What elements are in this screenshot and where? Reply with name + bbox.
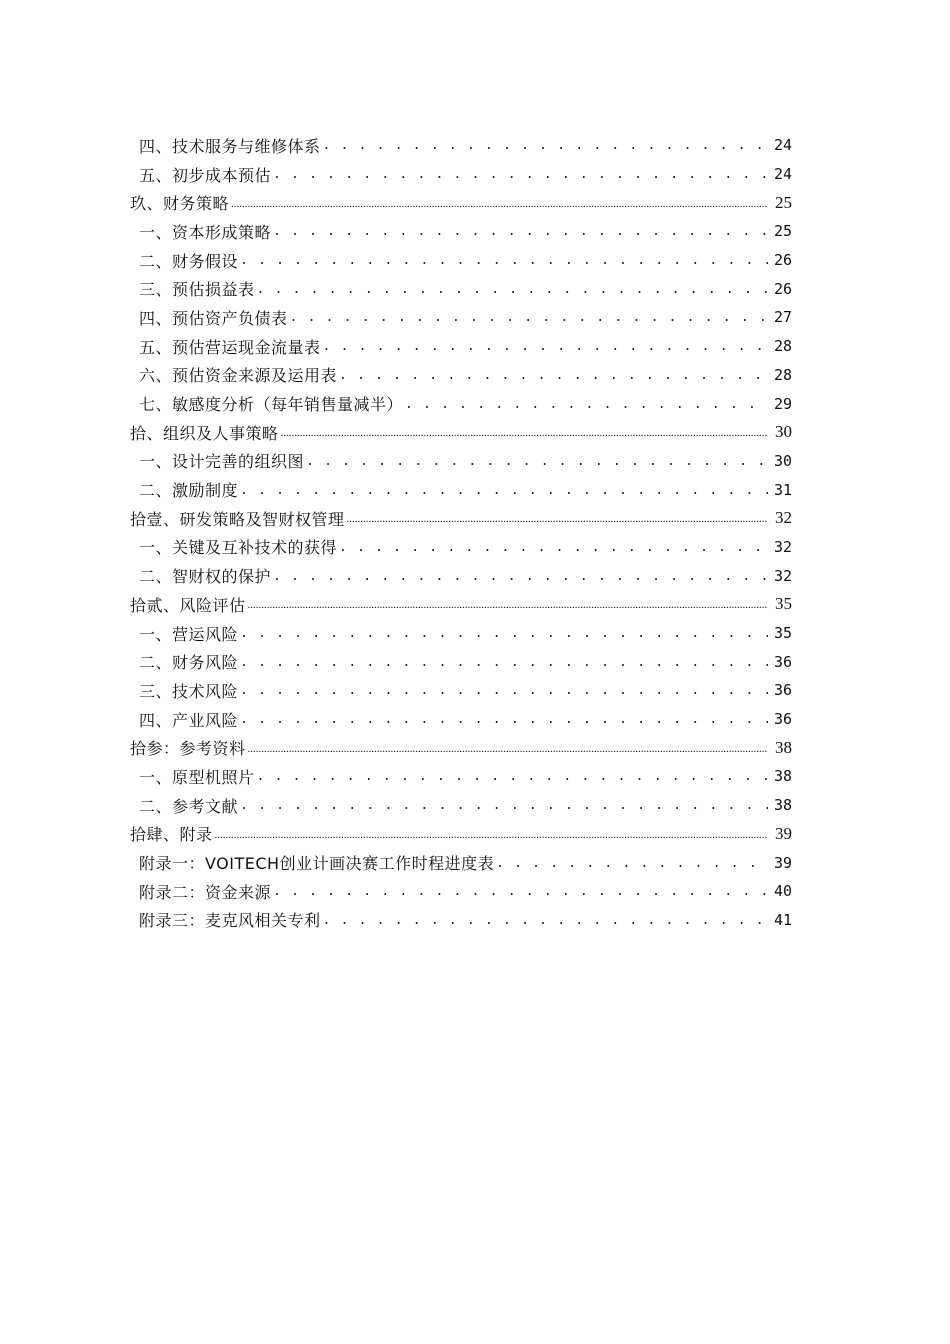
toc-section-entry[interactable] [139, 475, 792, 504]
toc-chapter-entry[interactable] [130, 820, 792, 849]
toc-entry-title: 附录三：麦克风相关专利 [139, 911, 321, 931]
toc-section-entry[interactable] [139, 561, 792, 590]
toc-dot-leader [248, 739, 768, 757]
toc-section-entry[interactable] [139, 274, 792, 303]
toc-entry-title: 一、资本形成策略 [139, 222, 272, 242]
toc-page-number: 29 [773, 394, 792, 413]
toc-page-number: 36 [773, 710, 792, 729]
toc-section-entry[interactable] [139, 361, 792, 390]
toc-dot-leader [306, 452, 768, 470]
toc-page-number: 36 [773, 652, 792, 671]
toc-page-number: 28 [773, 337, 792, 356]
toc-page-number: 38 [773, 796, 792, 815]
toc-page-number: 40 [773, 882, 792, 901]
toc-dot-leader [273, 165, 768, 183]
toc-dot-leader [215, 825, 768, 843]
toc-dot-leader [273, 222, 768, 240]
toc-page-number: 25 [773, 222, 792, 241]
toc-dot-leader [323, 337, 768, 355]
toc-page-number: 32 [773, 566, 792, 585]
toc-page-number: 26 [773, 279, 792, 298]
toc-entry-title: 四、产业风险 [139, 710, 239, 730]
toc-section-entry[interactable] [139, 791, 792, 820]
toc-entry-title: 二、激励制度 [139, 481, 239, 501]
toc-page-number: 41 [773, 910, 792, 929]
toc-dot-leader [240, 624, 768, 642]
toc-section-entry[interactable] [139, 906, 792, 935]
toc-dot-leader [240, 796, 768, 814]
toc-chapter-entry[interactable] [130, 188, 792, 217]
toc-page-number: 31 [773, 480, 792, 499]
toc-entry-title: 二、财务风险 [139, 653, 239, 673]
toc-page-number: 28 [773, 365, 792, 384]
toc-entry-title: 拾贰、风险评估 [130, 595, 246, 615]
toc-entry-title: 拾肆、附录 [130, 825, 213, 845]
toc-entry-title: 三、技术风险 [139, 681, 239, 701]
toc-dot-leader [323, 136, 768, 154]
toc-page-number: 32 [775, 508, 792, 528]
toc-entry-title: 附录一：VOITECH创业计画决赛工作时程进度表 [139, 854, 495, 874]
toc-entry-title: 一、关键及互补技术的获得 [139, 538, 338, 558]
toc-dot-leader [273, 567, 768, 585]
toc-entry-title: 拾、组织及人事策略 [130, 423, 279, 443]
toc-dot-leader [347, 509, 768, 527]
toc-dot-leader [248, 595, 768, 613]
toc-entry-title: 六、预估资金来源及运用表 [139, 366, 338, 386]
toc-dot-leader [339, 538, 768, 556]
toc-dot-leader [240, 653, 768, 671]
toc-chapter-entry[interactable] [130, 590, 792, 619]
toc-entry-title: 二、财务假设 [139, 251, 239, 271]
toc-entry-title: 二、智财权的保护 [139, 567, 272, 587]
toc-entry-title: 二、参考文献 [139, 796, 239, 816]
toc-section-entry[interactable] [139, 131, 792, 160]
toc-section-entry[interactable] [139, 762, 792, 791]
toc-entry-title: 四、预估资产负债表 [139, 308, 288, 328]
toc-dot-leader [240, 251, 768, 269]
toc-dot-leader [339, 366, 768, 384]
toc-entry-title: 一、设计完善的组织图 [139, 452, 305, 472]
toc-entry-title: 一、原型机照片 [139, 767, 255, 787]
toc-dot-leader [257, 767, 768, 785]
toc-dot-leader [240, 710, 768, 728]
toc-section-entry[interactable] [139, 705, 792, 734]
toc-page-number: 35 [775, 594, 792, 614]
toc-page-number: 32 [773, 537, 792, 556]
toc-section-entry[interactable] [139, 246, 792, 275]
toc-entry-title: 玖、财务策略 [130, 194, 230, 214]
toc-dot-leader [405, 395, 768, 413]
toc-entry-title: 拾参：参考资料 [130, 739, 246, 759]
toc-entry-title: 五、初步成本预估 [139, 165, 272, 185]
toc-page-number: 26 [773, 251, 792, 270]
toc-dot-leader [496, 854, 768, 872]
toc-page-number: 30 [775, 422, 792, 442]
toc-section-entry[interactable] [139, 848, 792, 877]
toc-dot-leader [240, 681, 768, 699]
toc-entry-title: 五、预估营运现金流量表 [139, 337, 321, 357]
toc-entry-title: 七、敏感度分析（每年销售量减半） [139, 395, 404, 415]
toc-section-entry[interactable] [139, 160, 792, 189]
toc-chapter-entry[interactable] [130, 733, 792, 762]
toc-section-entry[interactable] [139, 332, 792, 361]
toc-dot-leader [290, 308, 768, 326]
toc-entry-title: 一、营运风险 [139, 624, 239, 644]
toc-page-number: 27 [773, 308, 792, 327]
toc-section-entry[interactable] [139, 447, 792, 476]
toc-page-number: 24 [773, 136, 792, 155]
toc-page-number: 30 [773, 451, 792, 470]
toc-dot-leader [257, 280, 768, 298]
toc-section-entry[interactable] [139, 877, 792, 906]
toc-section-entry[interactable] [139, 389, 792, 418]
toc-dot-leader [240, 481, 768, 499]
toc-section-entry[interactable] [139, 647, 792, 676]
toc-page-number: 39 [773, 853, 792, 872]
toc-page-number: 25 [775, 192, 792, 212]
toc-page-number: 35 [773, 624, 792, 643]
toc-dot-leader [231, 194, 768, 212]
toc-section-entry[interactable] [139, 676, 792, 705]
toc-section-entry[interactable] [139, 217, 792, 246]
toc-entry-title: 拾壹、研发策略及智财权管理 [130, 509, 345, 529]
toc-entry-title: 附录二：资金来源 [139, 882, 272, 902]
toc-page-number: 38 [773, 767, 792, 786]
toc-page-number: 36 [773, 681, 792, 700]
toc-section-entry[interactable] [139, 533, 792, 562]
toc-chapter-entry[interactable] [130, 418, 792, 447]
toc-entry-title: 四、技术服务与维修体系 [139, 136, 321, 156]
toc-page-number: 24 [773, 165, 792, 184]
toc-dot-leader [323, 911, 768, 929]
toc-dot-leader [281, 423, 768, 441]
toc-section-entry[interactable] [139, 619, 792, 648]
toc-entry-title: 三、预估损益表 [139, 280, 255, 300]
toc-section-entry[interactable] [139, 303, 792, 332]
toc-dot-leader [273, 882, 768, 900]
table-of-contents [0, 131, 950, 934]
toc-chapter-entry[interactable] [130, 504, 792, 533]
toc-page-number: 39 [775, 823, 792, 843]
toc-page-number: 38 [775, 737, 792, 757]
